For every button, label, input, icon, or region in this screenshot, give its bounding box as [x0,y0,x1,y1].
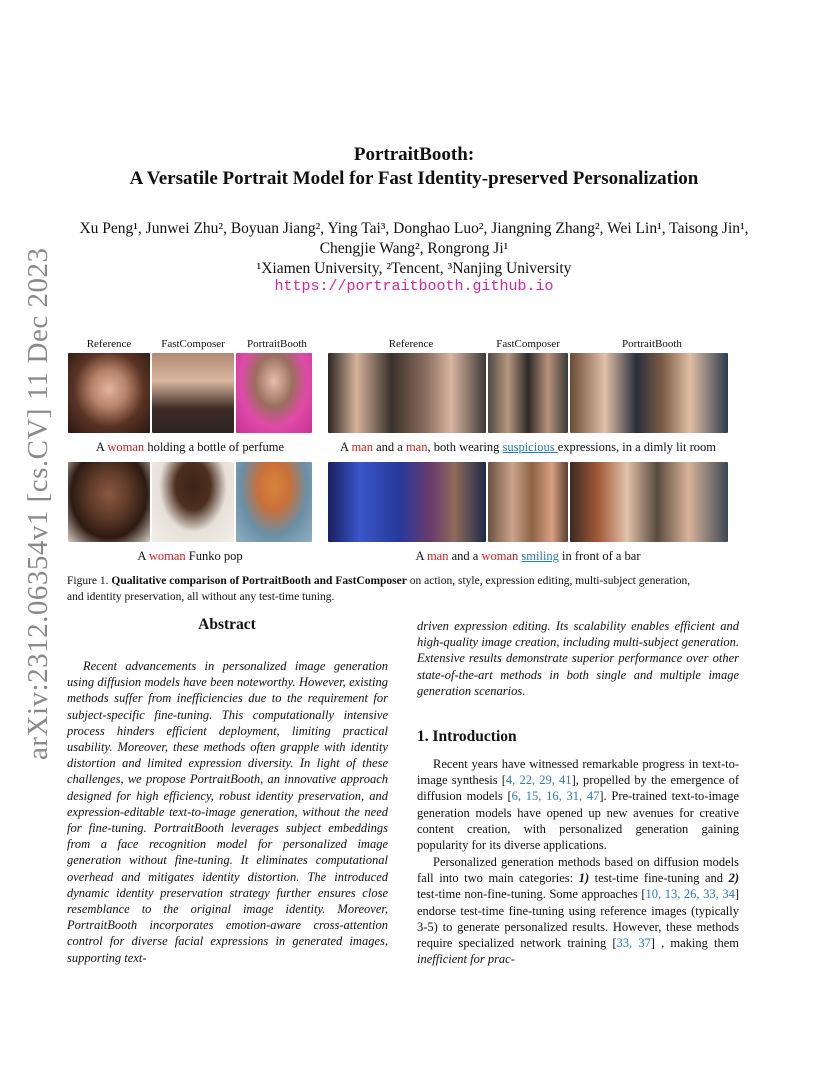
caption-woman-funko: A woman Funko pop [137,549,243,563]
col-header-portraitbooth: PortraitBooth [247,338,307,350]
intro-paragraph-1: Recent years have witnessed remarkable progress in text-to-image synthesis [4, 22, 29, 41], propelled by the emergence of diffusion models [6, 15, 16, 31, 47]. Pre-trained text-to-image generation models have opened up new avenues for creative content creation, with personalized generation gaining popularity for its diverse applications. [417,757,740,853]
reference-photo-woman-2 [68,462,150,542]
paper-title-line1: PortraitBooth: [353,144,475,165]
col-header-fastcomposer: FastComposer [161,338,225,350]
reference-photo-two-men [328,353,486,433]
author-list-line2: Chengjie Wang², Rongrong Ji¹ [319,240,509,257]
figure-caption: Figure 1. Qualitative comparison of PortraitBooth and FastComposer on action, style, expression editing, multi-subject generation, and identity preservation, all without any test-time tuning. [67,575,691,603]
portraitbooth-photo-two-men [570,353,728,433]
affiliations: ¹Xiamen University, ²Tencent, ³Nanjing University [256,260,572,277]
fastcomposer-photo-two-men [488,353,568,433]
author-list-line1: Xu Peng¹, Junwei Zhu², Boyuan Jiang², Ying Tai³, Donghao Luo², Jiangning Zhang², Wei Lin¹, Taisong Jin¹, [79,220,749,237]
fastcomposer-photo-funko [152,462,234,542]
abstract-text: Recent advancements in personalized image generation using diffusion models have been noteworthy. However, existing methods suffer from inefficiencies due to the requirement for subject-specific fine-tuning. This computationally intensive process hinders efficient deployment, limiting practical usability. Moreover, these methods often grapple with identity distortion and limited expression diversity. In light of these challenges, we propose PortraitBooth, an innovative approach designed for high efficiency, robust identity preservation, and expression-editable text-to-image generation, without the need for fine-tuning. PortraitBooth leverages subject embeddings from a face recognition model for personalized image generation without fine-tuning. It eliminates computational overhead and mitigates identity distortion. The introduced dynamic identity preservation strategy further ensures close resemblance to the original image identity. Moreover, PortraitBooth incorporates emotion-aware cross-attention control for diverse facial expressions in generated images, supporting text- [67,659,388,965]
abstract-text-continued: driven expression editing. Its scalability enables efficient and high-quality image creation, including multi-subject generation. Extensive results demonstrate superior performance over other state-of-the-art methods in both single and multiple image generation scenarios. [417,619,739,698]
portraitbooth-photo-funko [236,462,312,542]
abstract-heading: Abstract [198,616,256,633]
caption-man-woman-smiling: A man and a woman smiling in front of a bar [415,549,641,563]
arxiv-identifier: arXiv:2312.06354v1 [cs.CV] 11 Dec 2023 [22,247,54,760]
paper-title-line2: A Versatile Portrait Model for Fast Identity-preserved Personalization [129,168,699,189]
col-header-portraitbooth: PortraitBooth [622,338,682,350]
fastcomposer-photo-woman-perfume [152,353,234,433]
fastcomposer-photo-man-woman [488,462,568,542]
portraitbooth-photo-woman-perfume [236,353,312,433]
col-header-reference: Reference [86,338,132,350]
portraitbooth-photo-man-woman [570,462,728,542]
caption-woman-perfume: A woman holding a bottle of perfume [95,440,285,454]
col-header-reference: Reference [388,338,434,350]
col-header-fastcomposer: FastComposer [496,338,560,350]
intro-paragraph-2: Personalized generation methods based on diffusion models fall into two main categories: 1) test-time fine-tuning and 2) test-time non-fine-tuning. Some approaches [10, 13, 26, 33, 34] endorse test-time fine-tuning using reference images (typically 3-5) to generate personalized results. However, these methods require specialized network training [33, 37] , making them inefficient for prac- [417,855,740,967]
introduction-heading: 1. Introduction [417,728,517,745]
reference-photo-man-woman [328,462,486,542]
reference-photo-woman [68,353,150,433]
project-url-link[interactable]: https://portraitbooth.github.io [274,278,554,295]
caption-two-men-suspicious: A man and a man, both wearing suspicious expressions, in a dimly lit room [339,440,717,454]
